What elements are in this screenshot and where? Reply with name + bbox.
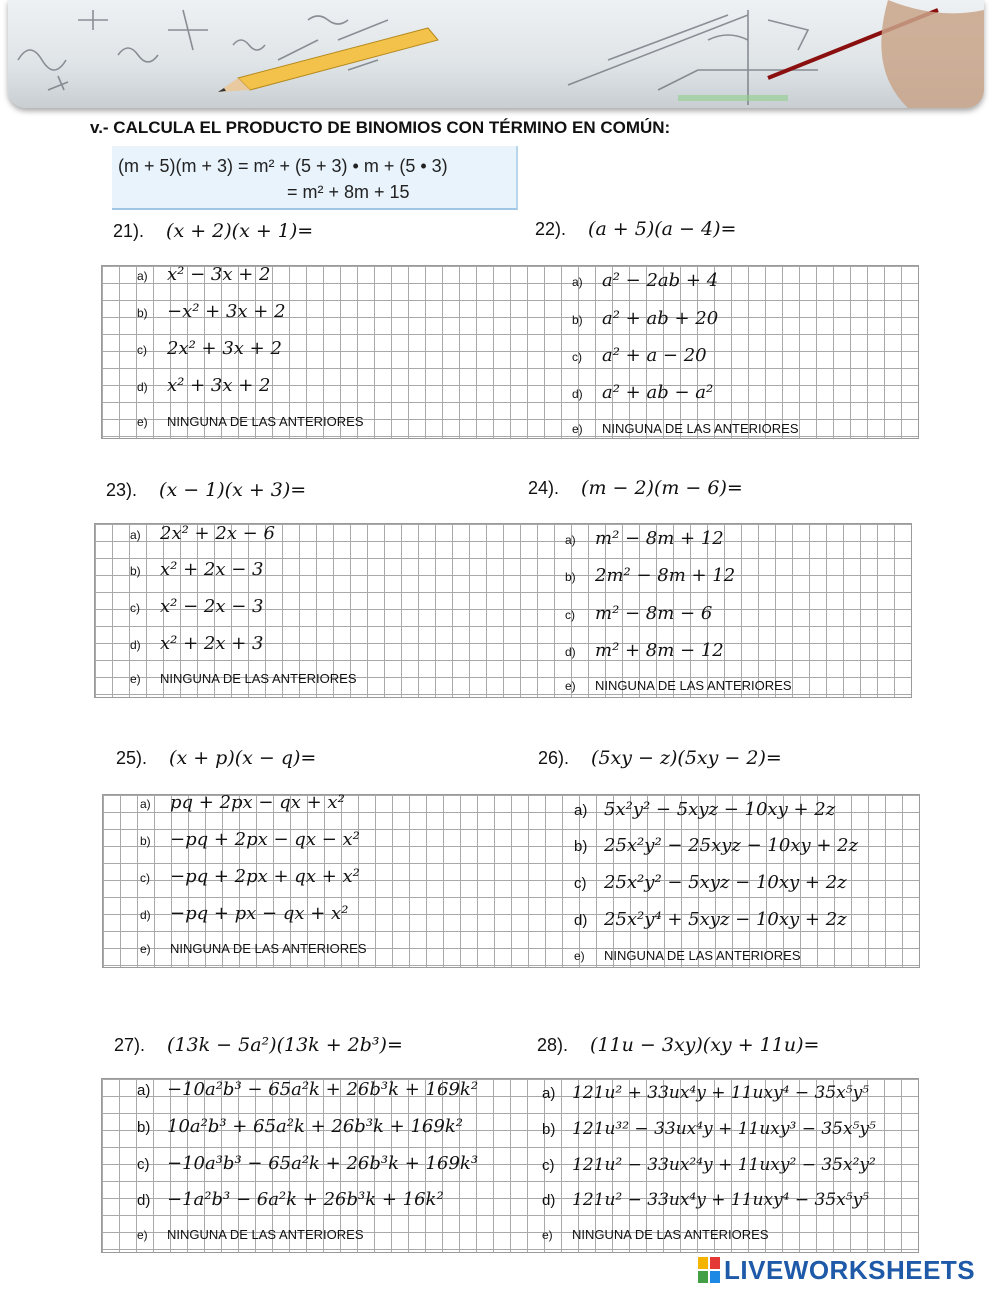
option-d[interactable]: d) a² + ab − a² [572, 382, 714, 403]
question-expression: (a + 5)(a − 4)= [588, 218, 737, 240]
option-b[interactable]: b) 2m² − 8m + 12 [565, 565, 736, 586]
question-number: 21). [113, 221, 145, 241]
hand-pen-icon [768, 0, 984, 108]
option-d[interactable]: d) x² + 3x + 2 [137, 375, 271, 396]
option-d[interactable]: d) −1a²b³ − 6a²k + 26b³k + 16k² [137, 1189, 444, 1210]
question-expression: (13k − 5a²)(13k + 2b³)= [167, 1034, 403, 1056]
question-title [116, 747, 316, 769]
option-c[interactable]: c) 2x² + 3x + 2 [137, 338, 282, 359]
option-c[interactable]: c) x² − 2x − 3 [130, 596, 264, 617]
question-title [528, 477, 743, 499]
option-a[interactable]: a) pq + 2px − qx + x² [140, 792, 345, 813]
option-b[interactable]: b) 121u³² − 33ux⁴y + 11uxy³ − 35x⁵y⁵ [542, 1119, 876, 1139]
option-a[interactable]: a) a² − 2ab + 4 [572, 270, 719, 291]
question-number: 27). [114, 1035, 146, 1055]
option-c[interactable]: c) 25x²y² − 5xyz − 10xy + 2z [574, 872, 847, 893]
example-line-2: = m² + 8m + 15 [287, 182, 410, 202]
question-number: 24). [528, 478, 560, 498]
option-b[interactable]: b) −pq + 2px − qx − x² [140, 829, 360, 850]
liveworksheets-logo[interactable] [698, 1256, 975, 1284]
option-c[interactable]: c) −pq + 2px + qx + x² [140, 866, 360, 887]
worked-example-box [112, 146, 518, 210]
option-c[interactable]: c) −10a³b³ − 65a²k + 26b³k + 169k³ [137, 1153, 479, 1174]
question-title [114, 1034, 403, 1056]
question-title [538, 747, 782, 769]
question-expression: (5xy − z)(5xy − 2)= [591, 747, 782, 769]
pencil-icon [218, 28, 438, 92]
option-b[interactable]: b) a² + ab + 20 [572, 308, 719, 329]
option-d[interactable]: d) m² + 8m − 12 [565, 640, 724, 661]
question-title [113, 220, 313, 242]
liveworksheets-logo-text: LIVEWORKSHEETS [724, 1254, 976, 1285]
example-line-1: (m + 5)(m + 3) = m² + (5 + 3) • m + (5 • 3) [118, 156, 448, 176]
option-e[interactable]: e) NINGUNA DE LAS ANTERIORES [137, 1227, 364, 1242]
option-c[interactable]: c) m² − 8m − 6 [565, 603, 713, 624]
question-expression: (x + 2)(x + 1)= [166, 220, 314, 242]
question-title [537, 1034, 819, 1056]
liveworksheets-logo-icon [698, 1257, 720, 1283]
option-c[interactable]: c) 121u² − 33ux²⁴y + 11uxy² − 35x²y² [542, 1155, 876, 1175]
option-e[interactable]: e) NINGUNA DE LAS ANTERIORES [140, 941, 367, 956]
option-e[interactable]: e) NINGUNA DE LAS ANTERIORES [574, 948, 801, 963]
option-a[interactable]: a) −10a²b³ − 65a²k + 26b³k + 169k² [137, 1079, 479, 1100]
option-c[interactable]: c) a² + a − 20 [572, 345, 707, 366]
question-number: 28). [537, 1035, 569, 1055]
option-e[interactable]: e) NINGUNA DE LAS ANTERIORES [542, 1227, 769, 1242]
option-a[interactable]: a) 121u² + 33ux⁴y + 11uxy⁴ − 35x⁵y⁵ [542, 1083, 869, 1103]
option-b[interactable]: b) 25x²y² − 25xyz − 10xy + 2z [574, 835, 859, 856]
question-expression: (m − 2)(m − 6)= [581, 477, 743, 499]
question-number: 23). [106, 480, 138, 500]
option-b[interactable]: b) −x² + 3x + 2 [137, 301, 286, 322]
option-d[interactable]: d) 25x²y⁴ + 5xyz − 10xy + 2z [574, 909, 847, 930]
option-b[interactable]: b) x² + 2x − 3 [130, 559, 264, 580]
question-number: 26). [538, 748, 570, 768]
option-a[interactable]: a) 5x²y² − 5xyz − 10xy + 2z [574, 799, 836, 820]
option-a[interactable]: a) x² − 3x + 2 [137, 264, 271, 285]
question-number: 25). [116, 748, 148, 768]
option-d[interactable]: d) 121u² − 33ux⁴y + 11uxy⁴ − 35x⁵y⁵ [542, 1190, 869, 1210]
option-e[interactable]: e) NINGUNA DE LAS ANTERIORES [572, 421, 799, 436]
math-banner-illustration [8, 0, 984, 108]
option-e[interactable]: e) NINGUNA DE LAS ANTERIORES [565, 678, 792, 693]
question-title [106, 479, 306, 501]
question-expression: (x + p)(x − q)= [169, 747, 317, 769]
question-title [535, 218, 736, 240]
section-title: v.- CALCULA EL PRODUCTO DE BINOMIOS CON TÉRMINO EN COMÚN: [90, 118, 671, 137]
option-e[interactable]: e) NINGUNA DE LAS ANTERIORES [130, 671, 357, 686]
option-a[interactable]: a) m² − 8m + 12 [565, 528, 724, 549]
option-d[interactable]: d) −pq + px − qx + x² [140, 903, 349, 924]
option-a[interactable]: a) 2x² + 2x − 6 [130, 523, 275, 544]
option-b[interactable]: b) 10a²b³ + 65a²k + 26b³k + 169k² [137, 1116, 463, 1137]
header-banner [8, 0, 984, 108]
option-d[interactable]: d) x² + 2x + 3 [130, 633, 264, 654]
question-expression: (x − 1)(x + 3)= [159, 479, 307, 501]
question-number: 22). [535, 219, 567, 239]
option-e[interactable]: e) NINGUNA DE LAS ANTERIORES [137, 414, 364, 429]
question-expression: (11u − 3xy)(xy + 11u)= [590, 1034, 820, 1056]
